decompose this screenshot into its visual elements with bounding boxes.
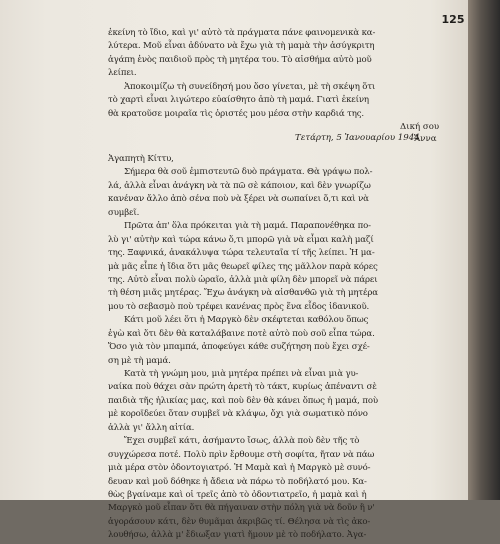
text-line: Μαργκὸ μοῦ εἶπαν ὅτι θὰ πήγαιναν στὴν πόλη γιὰ νὰ δοῦν ἢ ν' — [108, 503, 375, 514]
signature-closing: Δική σου — [400, 122, 440, 132]
text-line: της. Αὐτὸ εἶναι πολὺ ὡραῖο, ἀλλὰ μιὰ φίλη δὲν μπορεῖ νὰ πάρει — [108, 274, 378, 285]
text-line: ἐκείνη τὸ ἴδιο, καὶ γι' αὐτὸ τὰ πράγματα πάνε φαινομενικὰ κα- — [108, 28, 376, 38]
text-line: τὴ θέση μιᾶς μητέρας. Ἔχω ἀνάγκη νὰ αἰσθανθῶ γιὰ τὴ μητέρα — [108, 288, 378, 299]
text-line: λουθήσω, ἀλλὰ μ' ἔδιωξαν γιατὶ ἤμουν μὲ τὸ ποδήλατο. Ἀγα- — [108, 530, 367, 541]
text-line: Κατὰ τὴ γνώμη μου, μιὰ μητέρα πρέπει νὰ εἶναι μιὰ γυ- — [124, 369, 359, 379]
text-line: ἐγὼ καὶ ὅτι δὲν θὰ καταλάβαινε ποτὲ αὐτὸ ποὺ σοῦ εἶπα τώρα. — [108, 328, 375, 339]
text-line: Σήμερα θὰ σοῦ ἐμπιστευτῶ δυὸ πράγματα. Θὰ γράψω πολ- — [124, 167, 373, 178]
text-line: Ὅσο γιὰ τὸν μπαμπά, ἀποφεύγει κάθε συζήτηση ποὺ ἔχει σχέ- — [108, 342, 370, 353]
text-line: Ἔχει συμβεῖ κάτι, ἀσήμαντο ἴσως, ἀλλὰ ποὺ δὲν τῆς τὸ — [124, 436, 360, 447]
text-line: θὼς βγαίναμε καὶ οἱ τρεῖς ἀπὸ τὸ ὀδοντιατρεῖο, ἡ μαμὰ καὶ ἡ — [108, 489, 367, 500]
text-line: λύτερα. Μοῦ εἶναι ἀδύνατο νὰ ἔχω γιὰ τὴ μαμὰ τὴν ἀσύγκριτη — [108, 41, 375, 52]
text-line: ἀγάπη ἑνὸς παιδιοῦ πρὸς τὴ μητέρα του. Τὸ αἰσθήμα αὐτὸ μοῦ — [108, 54, 372, 65]
text-line: Κάτι μοῦ λέει ὅτι ἡ Μαργκὸ δὲν σκέφτεται καθόλου ὅπως — [124, 315, 369, 326]
text-line: δευαν καὶ μοῦ δόθηκε ἡ ἄδεια νὰ πάρω τὸ ποδήλατό μου. Κα- — [108, 476, 367, 487]
text-line: μὲ κοροϊδεύει ὅταν συμβεῖ νὰ κλάψω, ὄχι γιὰ σωματικὸ πόνο — [108, 409, 368, 420]
text-line: λὺ γι' αὐτὴν καὶ τώρα κάνω ὅ,τι μπορῶ γιὰ νὰ εἶμαι καλὴ μαζί — [108, 234, 374, 245]
text-line: παιδιὰ τῆς ἡλικίας μας, καὶ ποὺ δὲν θὰ κάνει ὅπως ἡ μαμά, ποὺ — [108, 395, 378, 406]
text-line: λείπει. — [108, 68, 137, 79]
signature-name: Ἄννα — [414, 134, 437, 144]
text-line: ση μὲ τὴ μαμά. — [108, 355, 171, 366]
text-line: συγχώρεσα ποτέ. Πολὺ πρὶν ἔρθουμε στὴ σοφίτα, ἤταν νὰ πάω — [108, 449, 375, 460]
page-number: 125 — [441, 13, 465, 26]
text-line: θὰ κρατοῦσε μοιραῖα τὶς ὁριστές μου μέσα στὴν καρδιά της. — [108, 108, 364, 119]
intro-paragraphs — [108, 28, 458, 122]
text-line: της. Ξαφνικά, ἀνακάλυψα τώρα τελευταῖα τί τῆς λείπει. Ἡ μα- — [108, 248, 375, 259]
text-line: λά, ἀλλὰ εἶναι ἀνάγκη νὰ τὰ πῶ σὲ κάποιον, καὶ δὲν γνωρίζω — [108, 180, 371, 191]
text-line: ναίκα ποὺ θάχει σὰν πρώτη ἀρετὴ τὸ τάκτ, κυρίως ἀπέναντι σὲ — [108, 382, 377, 393]
text-line: κανέναν ἄλλο ἀπὸ σένα ποὺ νὰ ξέρει νὰ σωπαίνει ὅ,τι καὶ νὰ — [108, 194, 369, 205]
text-line: ἀλλὰ γι' ἄλλη αἰτία. — [108, 422, 195, 433]
letter-date: Τετάρτη, 5 Ἰανουαρίου 1944 — [295, 133, 420, 143]
letter-body — [108, 154, 458, 544]
text-line: τὸ χαρτὶ εἶναι λιγώτερο εὐαίσθητο ἀπὸ τὴ μαμά. Γιατὶ ἐκείνη — [108, 95, 369, 106]
text-line: συμβεῖ. — [108, 207, 140, 218]
text-line: Ἀποκοιμίζω τὴ συνείδησή μου ὅσο γίνεται, μὲ τὴ σκέψη ὅτι — [124, 81, 376, 92]
text-line: μὰ μᾶς εἶπε ἡ ἴδια ὅτι μᾶς θεωρεῖ φίλες της μᾶλλον παρὰ κόρες — [108, 261, 378, 272]
text-line: μιὰ μέρα στὸν ὀδοντογιατρό. Ἡ Μαμὰ καὶ ἡ Μαργκὸ μὲ συνό- — [108, 463, 371, 474]
text-line: Πρῶτα ἀπ' ὅλα πρόκειται γιὰ τὴ μαμά. Παραπονέθηκα πο- — [124, 221, 371, 232]
salutation: Ἀγαπητὴ Κίττυ, — [108, 154, 174, 164]
text-line: ἀγοράσουν κάτι, δὲν θυμᾶμαι ἀκριβῶς τί. Θέλησα νὰ τὶς ἀκο- — [108, 516, 371, 527]
book-spine-edge — [468, 0, 500, 500]
text-line: μου τὸ σεβασμὸ ποὺ τρέφει κανένας πρὸς ἕνα εἶδος ἰδανικοῦ. — [108, 301, 370, 312]
